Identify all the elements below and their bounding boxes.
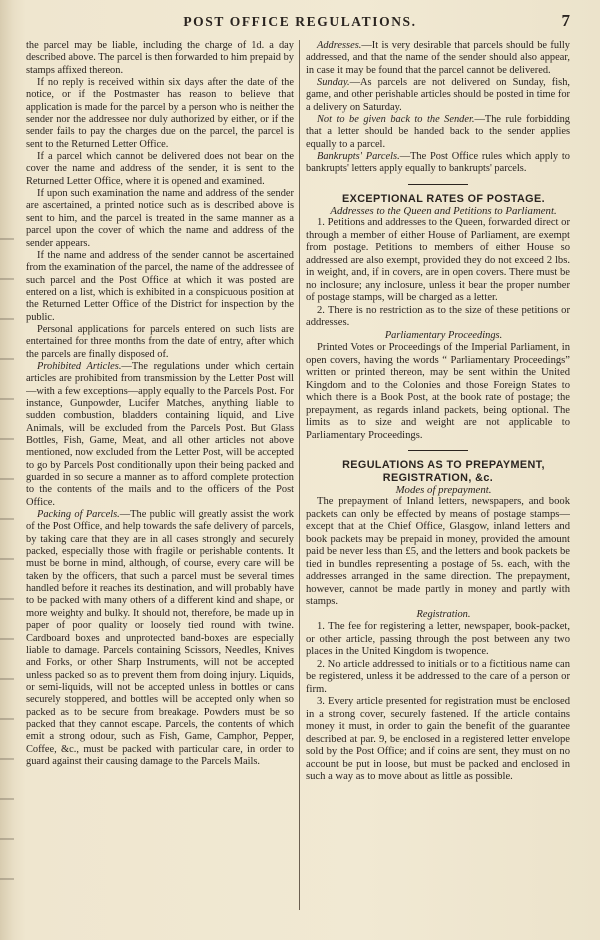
- left-column: [26, 40, 294, 910]
- paragraph: If no reply is received within six days after the date of the notice, or if the Postmaster has reason to believe that application is made for the parcel by a person who is neither the sender nor the addressee nor duly authorized by either, or if the sender fails to pay the charges due on the parcel, the parcel is sent to the Returned Letter Office.: [26, 77, 294, 150]
- paragraph: If a parcel which cannot be delivered does not bear on the cover the name and address of the sender, it is sent to the Returned Letter Office, where it is opened and examined.: [26, 151, 294, 187]
- run-in-heading: Packing of Parcels.: [37, 509, 120, 521]
- paragraph-text: —The rule forbidding that a letter should be handed back to the sender applies equally to a parcel.: [306, 114, 570, 150]
- page-number: 7: [561, 11, 570, 30]
- right-column: [306, 40, 570, 910]
- binding-edge: [0, 200, 14, 900]
- paragraph-packing-of-parcels: [26, 509, 294, 768]
- section-subtitle: Addresses to the Queen and Petitions to Parliament.: [330, 205, 557, 218]
- running-title: POST OFFICE REGULATIONS.: [183, 14, 417, 29]
- run-in-heading: Addresses.: [317, 40, 362, 51]
- subheading-registration: Registration.: [416, 608, 471, 620]
- paragraph-text: —The public will greatly assist the work of the Post Office, and help towards the safe delivery of parcels, by taking care that they are in all cases strongly and securely packed, especially those with fragile or perishable contents. It must be borne in mind, although, of course, every care will be taken by the officers, that such a parcel must be several times handled before it reaches its destination, and will probably have to be packed with many others of a different kind and shape, or more weighty and bulky. It should not, therefore, be made up in paper of poor quality or loosely tied round with twine. Cardboard boxes and unprotected band-boxes are especially liable to damage. Parcels containing Scissors, Needles, Knives and Forks, or other Sharp Instruments, will not be accepted unless packed so as to prevent them from doing injury. Liquids, or semi-liquids, will not be accepted unless in bottles or cans securely stoppered, and bottles will be accepted only when so packed as to be secure from breakage. Powders must be so packed that they cannot escape. Parcels, the contents of which emit a strong odour, such as Fish, Game, Camphor, Pepper, Coffee, &c., must be packed with particular care, in order to guard against their causing damage to the Parcels Mails.: [26, 509, 294, 767]
- run-in-heading: Not to be given back to the Sender.: [317, 114, 475, 126]
- run-in-heading: Sunday.: [317, 77, 350, 89]
- paragraph-text: —The Post Office rules which apply to bankrupts' letters apply equally to bankrupts' parcels.: [306, 151, 570, 175]
- paragraph: The prepayment of Inland letters, newspapers, and book packets can only be effected by means of postage stamps—except that at the Chief Office, Glasgow, inland letters and book packets may be prepaid in money, provided the amount paid be never less than £5, and the letters and book packets be tied in bundles representing a postage of 5s. each, with the addresses arranged in the same direction. The prepayment, however, cannot be made partly in money and partly with stamps.: [306, 496, 570, 608]
- subheading-parliamentary-proceedings: Parliamentary Proceedings.: [384, 329, 503, 341]
- paragraph: the parcel may be liable, including the charge of 1d. a day described above. The parcel is then forwarded to him prepaid by stamps affixed thereon.: [26, 40, 294, 76]
- page-header: [30, 11, 570, 36]
- paragraph: Personal applications for parcels entered on such lists are entertained for three months from the date of entry, after which the parcels are finally disposed of.: [26, 323, 294, 360]
- run-in-heading: Bankrupts' Parcels.: [317, 151, 400, 163]
- section-title-prepayment: REGULATIONS AS TO PREPAYMENT, REGISTRATION, &c.: [342, 459, 545, 484]
- paragraph: 3. Every article presented for registration must be enclosed in a strong cover, securely fastened. If the article contains money it must, in order to gain the benefit of the guarantee described at par. 9, be enclosed in a registered letter envelope sold by the Post Office; and if coins are sent, they must on no account be put in loose, but must be packed and enclosed in such a way as to move about as little as possible.: [306, 696, 570, 783]
- paragraph: 1. The fee for registering a letter, newspaper, book-packet, or other article, passing through the post between any two places in the United Kingdom is twopence.: [306, 621, 570, 658]
- section-title-exceptional-rates: EXCEPTIONAL RATES OF POSTAGE.: [342, 192, 545, 205]
- paragraph-sunday: [306, 77, 570, 114]
- section-subtitle: Modes of prepayment.: [395, 484, 492, 496]
- paragraph-text: —The regulations under which certain articles are prohibited from transmission by the Letter Post will—with a few exceptions—apply equally to the Parcels Post. For instance, Gunpowder, Lucifer Matches, anything liable to sudden combustion, bladders containing liquid, and Live Animals, will be excluded from the Parcels Post. But Glass Bottles, Fish, Game, Meat, and all other articles not above mentioned, now excluded from the Letter Post, will be accepted to go by Parcels Post conditionally upon their being packed and guarded in so secure a manner as to afford complete protection to the contents of the mails and to the officers of the Post Office.: [26, 360, 294, 508]
- paragraph: 1. Petitions and addresses to the Queen, forwarded direct or through a member of either House of Parliament, are exempt from postage. Petitions to members of either House so addressed are also exempt, provided they do not exceed 2 lbs. in weight, and, if in covers, are in open covers. There must be no inclosure; any inclosure, unless it bear the proper number of postage stamps, will be charged as a letter.: [306, 217, 570, 304]
- paragraph-not-given-back: [306, 114, 570, 151]
- paragraph: 2. There is no restriction as to the size of these petitions or addresses.: [306, 304, 570, 329]
- paragraph: If upon such examination the name and address of the sender are ascertained, a printed notice such as is described above is sent to him, and the parcel is treated in the same manner as a parcel upon the cover of which the name and address of the sender appears.: [26, 188, 294, 249]
- paragraph-bankrupts: [306, 151, 570, 176]
- paragraph-text: —As parcels are not delivered on Sunday, fish, game, and other perishable articles should be posted in time for a delivery on Saturday.: [306, 77, 570, 113]
- section-rule: [408, 450, 468, 451]
- section-rule: [408, 184, 468, 185]
- paragraph: If the name and address of the sender cannot be ascertained from the examination of the parcel, the name of the addressee of such parcel and the Post Office at which it was posted are entered on a list, which is exhibited in a conspicuous position at the Returned Letter Office of the District for inspection by the public.: [26, 249, 294, 323]
- paragraph-text: —It is very desirable that parcels should be fully addressed, and that the name of the sender should also appear, in case it may be found that the parcel cannot be delivered.: [306, 40, 570, 76]
- run-in-heading: Prohibited Articles.: [37, 360, 122, 372]
- paragraph-prohibited-articles: [26, 361, 294, 509]
- column-divider: [299, 40, 300, 910]
- paragraph: 2. No article addressed to initials or to a fictitious name can be registered, unless it be addressed to the care of a person or firm.: [306, 658, 570, 695]
- paragraph: Printed Votes or Proceedings of the Imperial Parliament, in open covers, having the words “ Parliamentary Proceedings” written or printed thereon, may be sent within the United Kingdom and to the Colonies and those Foreign States to which there is a Book Post, at the book rate of postage; the prepayment, as regards inland packets, being optional. The limits as to size and weight are not applicable to Parliamentary Proceedings.: [306, 342, 570, 441]
- paragraph-addresses: [306, 40, 570, 77]
